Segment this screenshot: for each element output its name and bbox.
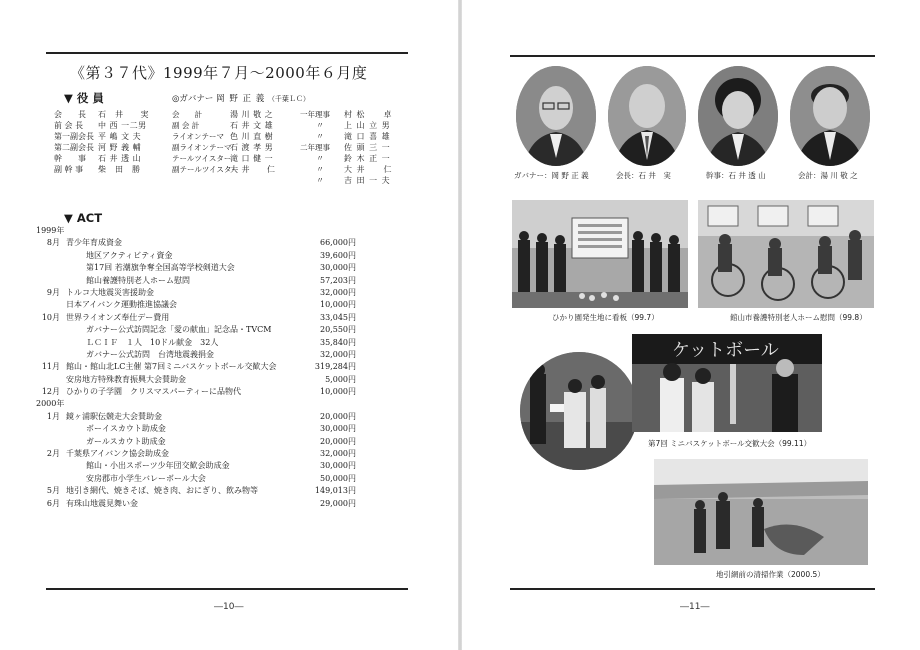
act-description: 安房郡市小学生バレーボール大会 [86, 473, 206, 483]
banner-text: ケットボール [672, 340, 779, 361]
act-month: 5月 [46, 486, 60, 496]
bottom-rule [510, 588, 875, 590]
act-month: 6月 [46, 498, 60, 508]
basketball-event-image [632, 334, 822, 432]
act-row [36, 361, 356, 373]
portrait-caption: ガバナー：岡 野 正 義 [514, 171, 589, 180]
portrait-photo [608, 66, 686, 166]
act-description: 館山・館山北LC主催 第7回ミニバスケットボール交歓大会 [66, 362, 277, 372]
officer-name: 滝 口 健 一 [230, 154, 274, 163]
photo-caption: 館山市養護特別老人ホーム慰問（99.8） [730, 313, 867, 322]
act-row [36, 250, 356, 262]
officer-entry [172, 109, 273, 120]
act-amount: 32,000円 [320, 349, 356, 359]
act-description: ボーイスカウト助成金 [86, 424, 166, 434]
officer-entry [172, 120, 273, 131]
officer-role: 会 長 [54, 110, 86, 119]
beach-cleanup-photo [654, 459, 868, 565]
board-member: 佐 頭 三 一 [344, 143, 391, 152]
award-ceremony-image [520, 352, 638, 470]
portrait-photo [790, 66, 870, 166]
ditto-mark: 〃 [316, 176, 324, 185]
act-description: トルコ大地震災害援助金 [66, 287, 154, 297]
board-member: 村 松 卓 [344, 110, 393, 119]
act-row [36, 287, 356, 299]
act-month: 11月 [41, 362, 60, 372]
group-photo-image [512, 200, 688, 308]
photo-caption: 第7回 ミニバスケットボール交歓大会（99.11） [648, 439, 812, 448]
act-amount: 33,045円 [320, 312, 356, 322]
act-row [36, 299, 356, 311]
board-member: 大 井 仁 [344, 165, 393, 174]
act-description: 地区アクティビティ資金 [86, 250, 173, 260]
act-row [36, 275, 356, 287]
act-description: ガールスカウト助成金 [86, 436, 166, 446]
officer-name: 中 西 一二男 [98, 121, 147, 130]
portrait-image [698, 66, 778, 166]
signboard-photo [512, 200, 688, 308]
act-row [36, 262, 356, 274]
officer-entry [172, 142, 273, 153]
officer-role: 幹 事 [54, 154, 86, 163]
act-row [36, 386, 356, 398]
act-amount: 32,000円 [320, 449, 356, 459]
officer-role: 副 会 計 [172, 121, 200, 130]
officer-name: 柴 田 勝 [98, 165, 141, 174]
ditto-mark: 〃 [316, 165, 324, 174]
officer-entry [54, 109, 149, 120]
act-amount: 35,840円 [320, 337, 356, 347]
officer-entry [54, 120, 147, 131]
act-row [36, 473, 356, 485]
officer-role: 副 幹 事 [54, 165, 84, 174]
officer-entry [54, 153, 141, 164]
act-amount: 30,000円 [320, 263, 356, 273]
officer-entry [54, 131, 141, 142]
portrait-caption: 会計：湯 川 敬 之 [798, 171, 858, 180]
ditto-mark: 〃 [316, 121, 324, 130]
officers-heading: ▼ 役 員 [64, 91, 104, 105]
act-row [36, 498, 356, 510]
act-month: 10月 [41, 312, 60, 322]
act-amount: 30,000円 [320, 461, 356, 471]
act-year-row [36, 398, 356, 410]
page-number: ―11― [680, 602, 710, 612]
officer-name: 大 井 仁 [230, 165, 276, 174]
act-row [36, 436, 356, 448]
officer-entry [172, 153, 273, 164]
act-month: 9月 [46, 287, 60, 297]
act-description: 地引き網代、焼きそば、焼き肉、おにぎり、飲み物等 [66, 486, 258, 496]
act-amount: 319,284円 [314, 362, 356, 372]
ditto-mark: 〃 [316, 132, 324, 141]
photo-caption: ひかり園発生地に看板（99.7） [552, 313, 659, 322]
officer-role: 前 会 長 [54, 121, 84, 130]
act-description: 館山養護特別老人ホーム慰問 [86, 275, 190, 285]
act-description: 第17回 若潮旗争奪全国高等学校剣道大会 [86, 263, 235, 273]
act-description: 館山・小出スポーツ少年団交歓会助成金 [86, 461, 230, 471]
act-amount: 30,000円 [320, 424, 356, 434]
act-amount: 149,013円 [314, 486, 356, 496]
act-description: 千葉県アイバンク協会助成金 [66, 449, 169, 459]
portrait-photo [516, 66, 596, 166]
act-row [36, 411, 356, 423]
top-rule [46, 52, 408, 54]
officer-name: 河 野 義 輔 [98, 143, 142, 152]
nursing-home-image [698, 200, 874, 308]
officer-role: 副テールツイスター [172, 165, 239, 174]
portrait-image [608, 66, 686, 166]
act-description: 鏡ヶ浦駅伝競走大会賛助金 [66, 411, 162, 421]
act-description: 有珠山地震見舞い金 [66, 498, 138, 508]
board-second-label: 二年理事 [300, 143, 330, 152]
act-description: 世界ライオンズ奉仕デー費用 [66, 312, 170, 322]
act-description: ガバナー公式訪問記念「愛の献血」記念品・TVCM [86, 325, 272, 335]
act-row [36, 374, 356, 386]
left-page [0, 0, 458, 650]
act-amount: 20,550円 [320, 325, 356, 335]
act-month: 1月 [46, 411, 60, 421]
act-description: 安房地方特殊教育振興大会賛助金 [66, 374, 186, 384]
term-title: 《第３７代》1999年７月～2000年６月度 [70, 64, 368, 82]
act-row [36, 337, 356, 349]
portrait-caption: 幹事：石 井 透 山 [706, 171, 766, 180]
governor-label: ◎ガバナー [172, 94, 214, 104]
act-description: ＬＣＩＦ １人 10ドル献金 32人 [86, 337, 219, 347]
act-row [36, 448, 356, 460]
top-rule [510, 55, 875, 57]
officer-name: 石 井 文 雄 [230, 121, 274, 130]
act-amount: 10,000円 [320, 387, 356, 397]
basketball-award-photo [520, 352, 638, 470]
act-month: 8月 [46, 238, 60, 248]
act-row [36, 460, 356, 472]
act-amount: 66,000円 [320, 238, 356, 248]
nursing-home-photo [698, 200, 874, 308]
officer-entry [54, 164, 141, 175]
officer-role: テールツイスター [172, 154, 232, 163]
portrait-caption: 会長：石 井 実 [616, 171, 671, 180]
act-row [36, 237, 356, 249]
act-amount: 32,000円 [320, 287, 356, 297]
officer-name: 湯 川 敬 之 [230, 110, 274, 119]
officer-role: ライオンテーマ [172, 132, 225, 141]
act-month: 2月 [46, 449, 60, 459]
act-heading: ▼ ACT [64, 211, 103, 225]
act-amount: 57,203円 [320, 275, 356, 285]
officer-entry [172, 164, 276, 175]
portrait-photo [698, 66, 778, 166]
act-row [36, 423, 356, 435]
officer-role: 会 計 [172, 110, 202, 119]
governor-line [172, 92, 310, 104]
ditto-mark: 〃 [316, 154, 324, 163]
board-member: 吉 田 一 夫 [344, 176, 391, 185]
act-description: 2000年 [36, 399, 65, 409]
governor-name: 岡 野 正 義 [216, 94, 266, 104]
act-description: ガバナー公式訪問 台湾地震義捐金 [86, 349, 214, 359]
act-amount: 50,000円 [320, 473, 356, 483]
governor-club: （千葉ＬＣ） [267, 95, 310, 103]
officer-role: 第二副会長 [54, 143, 94, 152]
officer-entry [54, 142, 141, 153]
act-amount: 5,000円 [325, 374, 356, 384]
act-row [36, 324, 356, 336]
page-number: ―10― [214, 602, 244, 612]
act-description: 1999年 [36, 226, 65, 235]
act-amount: 29,000円 [320, 498, 356, 508]
board-member: 鈴 木 正 一 [344, 154, 391, 163]
right-page [462, 0, 920, 650]
bottom-rule [46, 588, 408, 590]
act-amount: 20,000円 [320, 411, 356, 421]
act-description: ひかりの子学園 クリスマスパーティーに品物代 [66, 387, 242, 397]
officer-entry [172, 131, 273, 142]
basketball-event-photo [632, 334, 822, 432]
act-list [36, 225, 356, 510]
act-row [36, 312, 356, 324]
act-month: 12月 [41, 387, 60, 397]
act-amount: 39,600円 [320, 250, 356, 260]
act-amount: 10,000円 [320, 300, 356, 310]
officer-name: 平 嶋 文 夫 [98, 132, 142, 141]
officer-role: 第一副会長 [54, 132, 94, 141]
board-member: 上 山 立 男 [344, 121, 391, 130]
board-member: 滝 口 喜 雄 [344, 132, 391, 141]
officer-role: 副ライオンテーマ [172, 143, 232, 152]
officer-name: 石 渡 孝 男 [230, 143, 274, 152]
photo-caption: 地引網前の清掃作業（2000.5） [716, 570, 825, 579]
act-description: 青少年育成資金 [66, 238, 122, 248]
act-amount: 20,000円 [320, 436, 356, 446]
act-year-row [36, 225, 356, 237]
portrait-image [516, 66, 596, 166]
officer-name: 石 井 実 [98, 110, 149, 119]
board-first-label: 一年理事 [300, 110, 330, 119]
act-description: 日本アイバンク運動推進協議会 [66, 300, 177, 310]
officer-name: 石 井 透 山 [98, 154, 142, 163]
portrait-image [790, 66, 870, 166]
beach-cleanup-image [654, 459, 868, 565]
officer-name: 色 川 直 樹 [230, 132, 274, 141]
act-row [36, 349, 356, 361]
act-row [36, 485, 356, 497]
